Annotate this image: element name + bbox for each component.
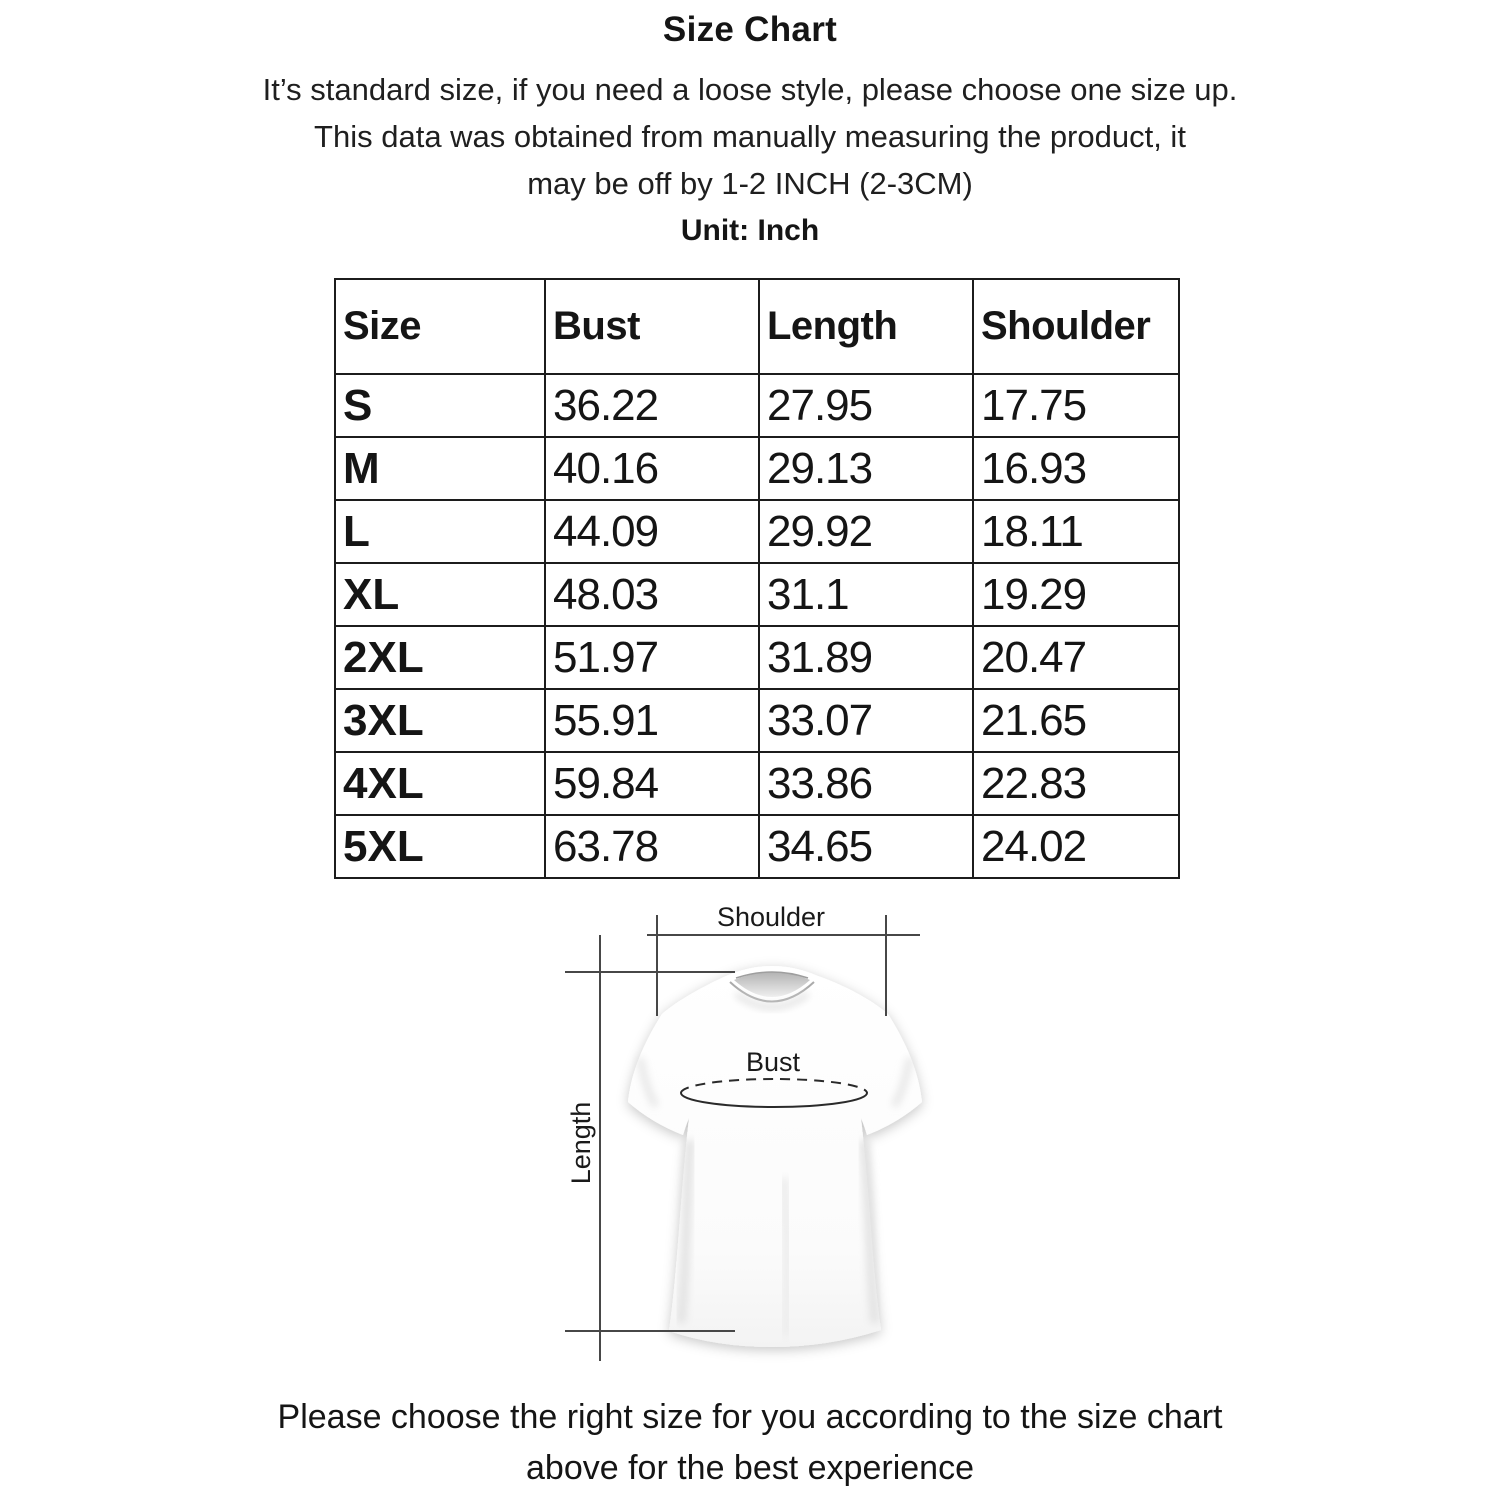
footer-note-line-2: above for the best experience: [526, 1449, 974, 1487]
length-cell: 34.65: [759, 815, 973, 878]
size-table-body: [335, 374, 1179, 878]
column-header-size: Size: [335, 279, 545, 374]
length-cell: 29.13: [759, 437, 973, 500]
table-row: [335, 563, 1179, 626]
table-row: [335, 815, 1179, 878]
shoulder-cell: 18.11: [973, 500, 1179, 563]
tshirt-graphic: [628, 966, 922, 1347]
table-row: [335, 752, 1179, 815]
size-cell: XL: [335, 563, 545, 626]
length-cell: 31.89: [759, 626, 973, 689]
shoulder-cell: 16.93: [973, 437, 1179, 500]
shoulder-cell: 19.29: [973, 563, 1179, 626]
shoulder-cell: 20.47: [973, 626, 1179, 689]
table-row: [335, 626, 1179, 689]
table-row: [335, 437, 1179, 500]
bust-cell: 55.91: [545, 689, 759, 752]
bust-cell: 63.78: [545, 815, 759, 878]
shoulder-cell: 24.02: [973, 815, 1179, 878]
bust-cell: 36.22: [545, 374, 759, 437]
bust-cell: 40.16: [545, 437, 759, 500]
size-cell: 3XL: [335, 689, 545, 752]
tshirt-measurement-illustration: [540, 878, 1010, 1378]
length-cell: 31.1: [759, 563, 973, 626]
length-cell: 33.07: [759, 689, 973, 752]
size-table: [334, 278, 1180, 879]
size-cell: S: [335, 374, 545, 437]
shoulder-cell: 17.75: [973, 374, 1179, 437]
shoulder-cell: 22.83: [973, 752, 1179, 815]
unit-label: Unit: Inch: [680, 214, 820, 247]
table-row: [335, 689, 1179, 752]
column-header-shoulder: Shoulder: [973, 279, 1179, 374]
size-note-line-2: This data was obtained from manually measuring the product, it: [314, 119, 1186, 154]
size-cell: 2XL: [335, 626, 545, 689]
column-header-length: Length: [759, 279, 973, 374]
column-header-bust: Bust: [545, 279, 759, 374]
size-note-line-3: may be off by 1-2 INCH (2-3CM): [527, 166, 973, 201]
bust-cell: 44.09: [545, 500, 759, 563]
length-cell: 33.86: [759, 752, 973, 815]
size-note: [0, 66, 1500, 207]
table-row: [335, 374, 1179, 437]
size-cell: 4XL: [335, 752, 545, 815]
length-cell: 29.92: [759, 500, 973, 563]
size-note-line-1: It’s standard size, if you need a loose style, please choose one size up.: [262, 72, 1238, 107]
size-cell: M: [335, 437, 545, 500]
shoulder-cell: 21.65: [973, 689, 1179, 752]
footer-note-line-1: Please choose the right size for you according to the size chart: [277, 1398, 1223, 1436]
size-cell: 5XL: [335, 815, 545, 878]
size-cell: L: [335, 500, 545, 563]
diagram-bust-label: Bust: [745, 1047, 801, 1077]
table-row: [335, 500, 1179, 563]
diagram-shoulder-label: Shoulder: [716, 902, 826, 932]
bust-cell: 51.97: [545, 626, 759, 689]
measurement-diagram: [540, 878, 1010, 1378]
length-cell: 27.95: [759, 374, 973, 437]
bust-cell: 59.84: [545, 752, 759, 815]
bust-cell: 48.03: [545, 563, 759, 626]
size-table-header-row: [335, 279, 1179, 374]
footer-note: [0, 1392, 1500, 1494]
page-title: Size Chart: [662, 10, 838, 49]
diagram-length-label: Length: [566, 1101, 596, 1185]
